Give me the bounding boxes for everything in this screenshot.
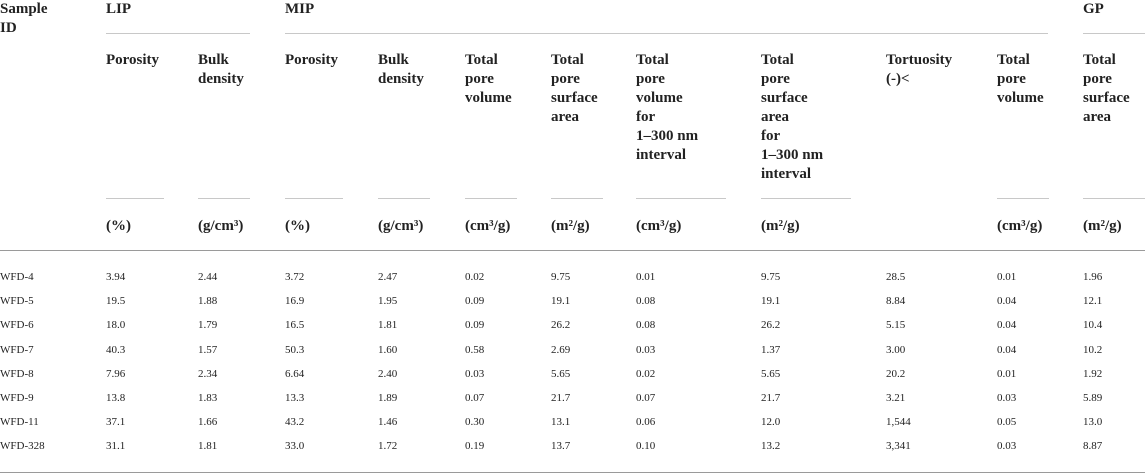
table-row: [0, 415, 1145, 439]
table-cell: 1.88: [198, 295, 218, 308]
column-header-4: Bulk density: [378, 52, 424, 87]
table-cell: 5.15: [886, 319, 906, 332]
table-cell: 31.1: [106, 440, 126, 453]
table-cell: 2.47: [378, 271, 398, 283]
table-cell: 0.03: [636, 343, 656, 356]
table-cell: 21.7: [551, 392, 571, 404]
table-cell: 3,341: [886, 440, 911, 453]
column-unit-5: (cm³/g): [465, 218, 511, 234]
table-cell: 5.89: [1083, 392, 1103, 404]
table-cell: 3.72: [285, 271, 305, 283]
table-cell: 1.79: [198, 319, 218, 332]
table-cell: 7.96: [106, 367, 126, 380]
table-cell: 2.69: [551, 343, 571, 356]
table-cell: 21.7: [761, 392, 781, 404]
table-row: [0, 318, 1145, 342]
table-cell: 13.1: [551, 416, 571, 429]
gp-group-header: GP: [1083, 1, 1104, 17]
column-header-11: Total pore surface area: [1083, 52, 1130, 125]
table-cell: 0.01: [997, 271, 1017, 283]
table-cell: 2.44: [198, 271, 218, 283]
table-cell: 1.72: [378, 440, 398, 453]
table-cell: 0.04: [997, 343, 1017, 356]
column-unit-rule: [761, 198, 851, 199]
table-cell: 2.34: [198, 367, 218, 380]
table-cell: 1,544: [886, 416, 911, 429]
sample-id-cell: WFD-9: [0, 392, 34, 404]
table-cell: 12.0: [761, 416, 781, 429]
sample-id-cell: WFD-8: [0, 367, 34, 380]
mip-group-header: MIP: [285, 1, 315, 17]
table-cell: 13.3: [285, 392, 305, 404]
table-cell: 3.00: [886, 343, 906, 356]
table-cell: 6.64: [285, 367, 305, 380]
table-cell: 19.1: [551, 295, 571, 308]
column-unit-11: (m²/g): [1083, 218, 1122, 234]
column-unit-rule: [285, 198, 343, 199]
table-cell: 16.9: [285, 295, 305, 308]
column-unit-6: (m²/g): [551, 218, 590, 234]
column-unit-rule: [198, 198, 250, 199]
column-unit-1: (%): [106, 218, 131, 234]
table-cell: 26.2: [761, 319, 781, 332]
column-header-5: Total pore volume: [465, 52, 512, 106]
column-unit-10: (cm³/g): [997, 218, 1043, 234]
column-header-1: Porosity: [106, 52, 160, 68]
table-cell: 0.09: [465, 319, 485, 332]
table-cell: 1.66: [198, 416, 218, 429]
table-cell: 33.0: [285, 440, 305, 453]
header-bottom-rule: [0, 250, 1145, 251]
column-unit-rule: [378, 198, 430, 199]
table-row: [0, 270, 1145, 294]
table-cell: 26.2: [551, 319, 571, 332]
column-unit-rule: [465, 198, 517, 199]
table-cell: 12.1: [1083, 295, 1103, 308]
table-cell: 5.65: [551, 367, 571, 380]
table-cell: 19.1: [761, 295, 781, 308]
table-cell: 9.75: [551, 271, 571, 283]
sample-id-cell: WFD-328: [0, 440, 45, 453]
table-cell: 0.08: [636, 295, 656, 308]
table-cell: 0.10: [636, 440, 656, 453]
sample-id-cell: WFD-5: [0, 295, 34, 308]
table-cell: 1.57: [198, 343, 218, 356]
table-cell: 1.95: [378, 295, 398, 308]
table-cell: 1.83: [198, 392, 218, 404]
table-cell: 1.37: [761, 343, 781, 356]
table-cell: 10.4: [1083, 319, 1103, 332]
table-cell: 8.84: [886, 295, 906, 308]
table-cell: 28.5: [886, 271, 906, 283]
sample-id-header: Sample ID: [0, 1, 48, 36]
lip-group-rule: [106, 33, 250, 34]
column-header-10: Total pore volume: [997, 52, 1044, 106]
gp-group-rule: [1083, 33, 1145, 34]
table-cell: 0.09: [465, 295, 485, 308]
column-header-2: Bulk density: [198, 52, 244, 87]
column-unit-7: (cm³/g): [636, 218, 682, 234]
table-cell: 1.81: [198, 440, 218, 453]
table-cell: 0.30: [465, 416, 485, 429]
table-cell: 0.01: [636, 271, 656, 283]
table-cell: 0.08: [636, 319, 656, 332]
table-cell: 0.04: [997, 295, 1017, 308]
lip-group-header: LIP: [106, 1, 132, 17]
sample-id-cell: WFD-11: [0, 416, 39, 429]
table-row: [0, 367, 1145, 391]
table-cell: 0.19: [465, 440, 485, 453]
table-cell: 1.92: [1083, 367, 1103, 380]
table-cell: 43.2: [285, 416, 305, 429]
table-cell: 1.89: [378, 392, 398, 404]
sample-id-cell: WFD-4: [0, 271, 34, 283]
column-unit-rule: [1083, 198, 1145, 199]
column-unit-2: (g/cm³): [198, 218, 244, 234]
table-cell: 50.3: [285, 343, 305, 356]
column-unit-rule: [636, 198, 726, 199]
table-cell: 5.65: [761, 367, 781, 380]
table-cell: 0.02: [465, 271, 485, 283]
table-cell: 40.3: [106, 343, 126, 356]
table-cell: 0.07: [636, 392, 656, 404]
table-cell: 0.04: [997, 319, 1017, 332]
table-cell: 3.21: [886, 392, 906, 404]
table-row: [0, 391, 1145, 415]
column-header-9: Tortuosity (-)<: [886, 52, 953, 87]
mip-group-rule: [285, 33, 1048, 34]
column-header-3: Porosity: [285, 52, 339, 68]
table-cell: 0.03: [997, 440, 1017, 453]
table-cell: 18.0: [106, 319, 126, 332]
table-cell: 10.2: [1083, 343, 1103, 356]
column-unit-rule: [997, 198, 1049, 199]
table-cell: 8.87: [1083, 440, 1103, 453]
sample-id-cell: WFD-7: [0, 343, 34, 356]
table-cell: 16.5: [285, 319, 305, 332]
column-unit-rule: [106, 198, 164, 199]
table-cell: 13.2: [761, 440, 781, 453]
table-cell: 0.01: [997, 367, 1017, 380]
column-header-7: Total pore volume for 1–300 nm interval: [636, 52, 699, 163]
table-cell: 0.06: [636, 416, 656, 429]
table-cell: 3.94: [106, 271, 126, 283]
table-cell: 0.03: [997, 392, 1017, 404]
table-cell: 37.1: [106, 416, 126, 429]
table-cell: 0.03: [465, 367, 485, 380]
table-cell: 0.58: [465, 343, 485, 356]
table-cell: 0.02: [636, 367, 656, 380]
table-cell: 19.5: [106, 295, 126, 308]
table-cell: 13.0: [1083, 416, 1103, 429]
sample-id-cell: WFD-6: [0, 319, 34, 332]
table-row: [0, 294, 1145, 318]
table-cell: 1.46: [378, 416, 398, 429]
column-unit-8: (m²/g): [761, 218, 800, 234]
table-cell: 9.75: [761, 271, 781, 283]
table-cell: 13.7: [551, 440, 571, 453]
table-cell: 1.60: [378, 343, 398, 356]
table-cell: 2.40: [378, 367, 398, 380]
column-unit-rule: [551, 198, 603, 199]
table-cell: 1.96: [1083, 271, 1103, 283]
table-cell: 1.81: [378, 319, 398, 332]
column-unit-4: (g/cm³): [378, 218, 424, 234]
table-row: [0, 439, 1145, 463]
table-cell: 13.8: [106, 392, 126, 404]
table-bottom-rule: [0, 472, 1145, 473]
column-header-8: Total pore surface area for 1–300 nm interval: [761, 52, 824, 182]
column-unit-3: (%): [285, 218, 310, 234]
column-header-6: Total pore surface area: [551, 52, 598, 125]
table-row: [0, 343, 1145, 367]
table-cell: 0.07: [465, 392, 485, 404]
table-cell: 0.05: [997, 416, 1017, 429]
table-cell: 20.2: [886, 367, 906, 380]
